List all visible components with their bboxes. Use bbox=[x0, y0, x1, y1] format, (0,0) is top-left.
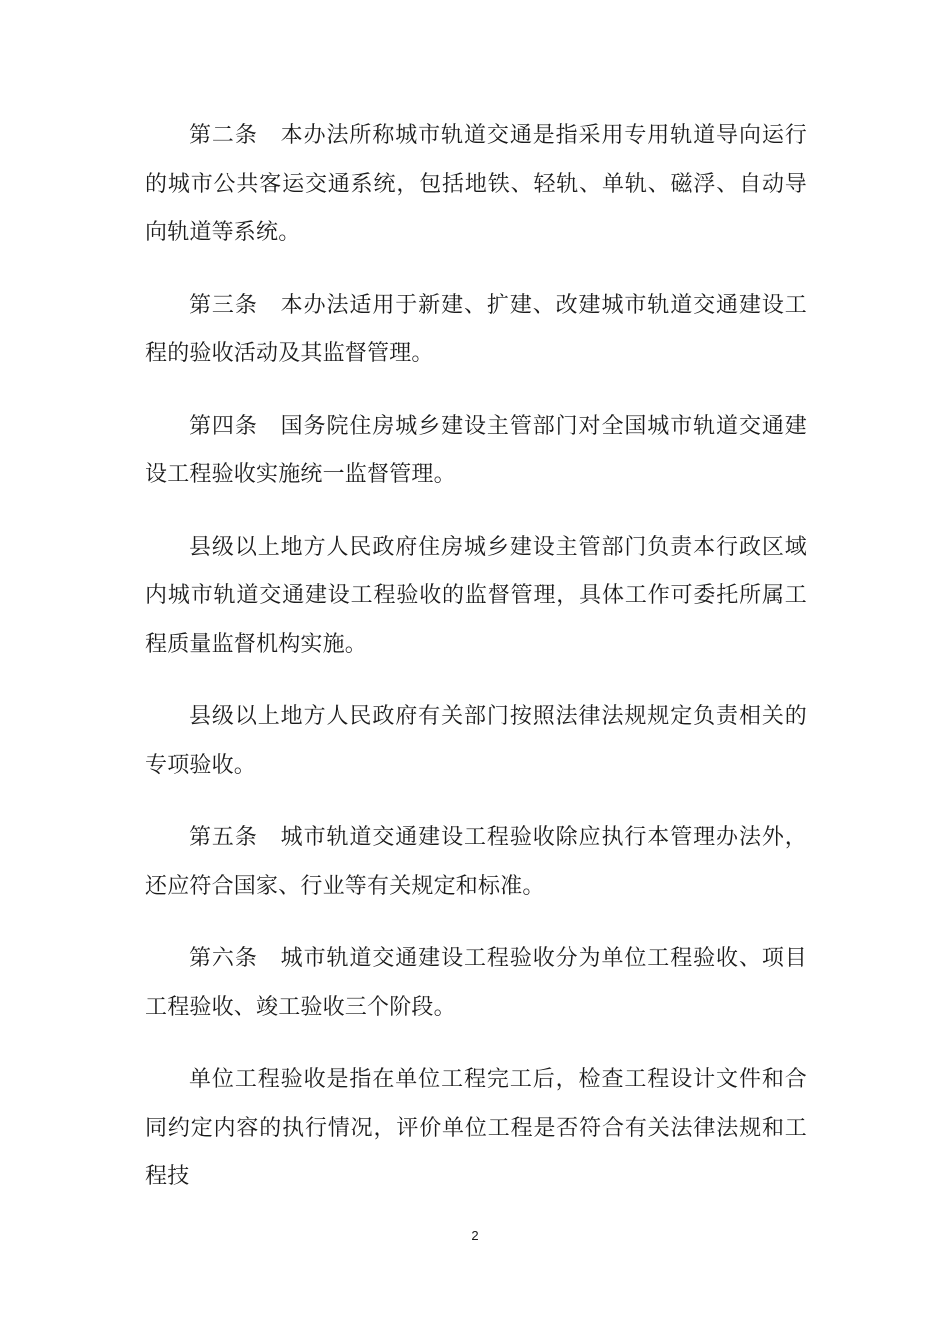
page-number: 2 bbox=[471, 1228, 479, 1243]
paragraph-article-2: 第二条 本办法所称城市轨道交通是指采用专用轨道导向运行的城市公共客运交通系统，包括地铁、轻轨、单轨、磁浮、自动导向轨道等系统。 bbox=[145, 123, 807, 245]
paragraph-article-4: 第四条 国务院住房城乡建设主管部门对全国城市轨道交通建设工程验收实施统一监督管理。 bbox=[145, 413, 807, 487]
paragraph-article-4-special-acceptance: 县级以上地方人民政府有关部门按照法律法规规定负责相关的专项验收。 bbox=[145, 704, 807, 778]
paragraph-article-3: 第三条 本办法适用于新建、扩建、改建城市轨道交通建设工程的验收活动及其监督管理。 bbox=[145, 292, 807, 366]
paragraph-article-6: 第六条 城市轨道交通建设工程验收分为单位工程验收、项目工程验收、竣工验收三个阶段。 bbox=[145, 946, 807, 1020]
paragraph-article-4-local-supervision: 县级以上地方人民政府住房城乡建设主管部门负责本行政区域内城市轨道交通建设工程验收的监督管理，具体工作可委托所属工程质量监督机构实施。 bbox=[145, 534, 807, 657]
document-body bbox=[145, 112, 807, 1226]
paragraph-article-6-unit-acceptance: 单位工程验收是指在单位工程完工后，检查工程设计文件和合同约定内容的执行情况，评价单位工程是否符合有关法律法规和工程技 bbox=[145, 1067, 807, 1189]
paragraph-article-5: 第五条 城市轨道交通建设工程验收除应执行本管理办法外，还应符合国家、行业等有关规定和标准。 bbox=[145, 825, 807, 899]
